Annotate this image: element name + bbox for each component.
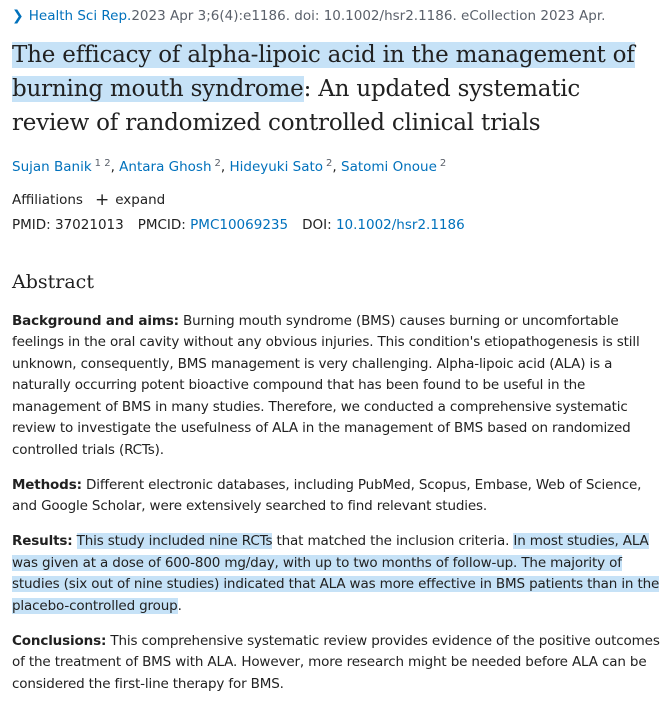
journal-link[interactable]: Health Sci Rep. (28, 8, 132, 24)
expand-affiliations-button[interactable] (95, 190, 165, 210)
pmcid-label: PMCID: (137, 217, 191, 233)
author-link[interactable] (341, 159, 446, 175)
author-affiliation-number[interactable]: 2 (326, 157, 333, 169)
results-text: that matched the inclusion criteria. (272, 533, 514, 550)
author-affiliation-number[interactable]: 2 (214, 157, 221, 169)
methods-text: Different electronic databases, including PubMed, Scopus, Embase, Web of Science, and Google Scholar, were extensively searched to find relevant studies. (12, 476, 642, 515)
article-title (12, 38, 662, 140)
author-link[interactable] (12, 159, 111, 175)
expand-label: expand (115, 192, 166, 208)
background-text: Burning mouth syndrome (BMS) causes burning or uncomfortable feelings in the oral cavity without any obvious injuries. This condition's etiopathogenesis is still unknown, consequently, BMS management is very challenging. Alpha-lipoic acid (ALA) is a naturally occurring potent bioactive compound that has been found to be useful in the management of BMS in many studies. Therefore, we conducted a comprehensive systematic review to investigate the usefulness of ALA in the management of BMS based on randomized controlled trials (RCTs). (12, 312, 640, 458)
abstract-methods (12, 475, 662, 518)
pmid: PMID: 37021013 (12, 217, 124, 233)
author-list: Sujan Banik $^{1 2}$, Antara Ghosh $^2$, Hideyuki Sato $^2$, Satomi Onoue $^2$ (12, 157, 447, 175)
doi-link[interactable]: 10.1002/hsr2.1186 (335, 217, 465, 233)
author-name: Antara Ghosh (119, 159, 212, 175)
author-affiliation-number[interactable]: 2 (439, 157, 447, 169)
abstract-results (12, 531, 662, 617)
results-end: . (177, 597, 182, 614)
affiliations-label: Affiliations (12, 192, 83, 208)
affiliations-row (12, 190, 662, 210)
abstract-heading: Abstract (12, 271, 94, 293)
identifiers-row (12, 215, 662, 235)
citation-line (12, 6, 662, 26)
author-name: Hideyuki Sato (229, 159, 324, 175)
citation-details: 2023 Apr 3;6(4):e1186. doi: 10.1002/hsr2.1186. eCollection 2023 Apr. (131, 8, 606, 24)
abstract-background (12, 311, 662, 462)
results-highlight-2: In most studies, ALA was given at a dose of 600-800 mg/day, with up to two months of follow-up. The majority of studies (six out of nine studies) indicated that ALA was more effective in BMS patients than in the placebo-controlled group (12, 533, 660, 614)
pmcid-link[interactable]: PMC10069235 (190, 217, 289, 233)
results-highlight-1: This study included nine RCTs (76, 533, 273, 550)
chevron-right-icon[interactable]: ❯ (12, 8, 24, 24)
methods-label: Methods: (12, 476, 82, 493)
author-name: Satomi Onoue (341, 159, 437, 175)
author-link[interactable] (119, 159, 221, 175)
author-affiliation-number[interactable]: 1 2 (94, 157, 111, 169)
title-rest: : An updated systematic review of randomized controlled clinical trials (12, 76, 581, 136)
abstract-conclusions (12, 631, 662, 696)
conclusions-label: Conclusions: (12, 632, 107, 649)
doi-label: DOI: (302, 217, 336, 233)
conclusions-text: This comprehensive systematic review provides evidence of the positive outcomes of the treatment of BMS with ALA. However, more research might be needed before ALA can be considered the first-line therapy for BMS. (12, 632, 660, 692)
results-label: Results: (12, 533, 73, 550)
plus-icon: + (94, 190, 110, 210)
article-page (12, 6, 662, 709)
author-name: Sujan Banik (12, 159, 92, 175)
author-link[interactable] (229, 159, 332, 175)
background-label: Background and aims: (12, 312, 179, 329)
title-highlighted-part: The efficacy of alpha-lipoic acid in the management of burning mouth syndrome (12, 42, 635, 102)
